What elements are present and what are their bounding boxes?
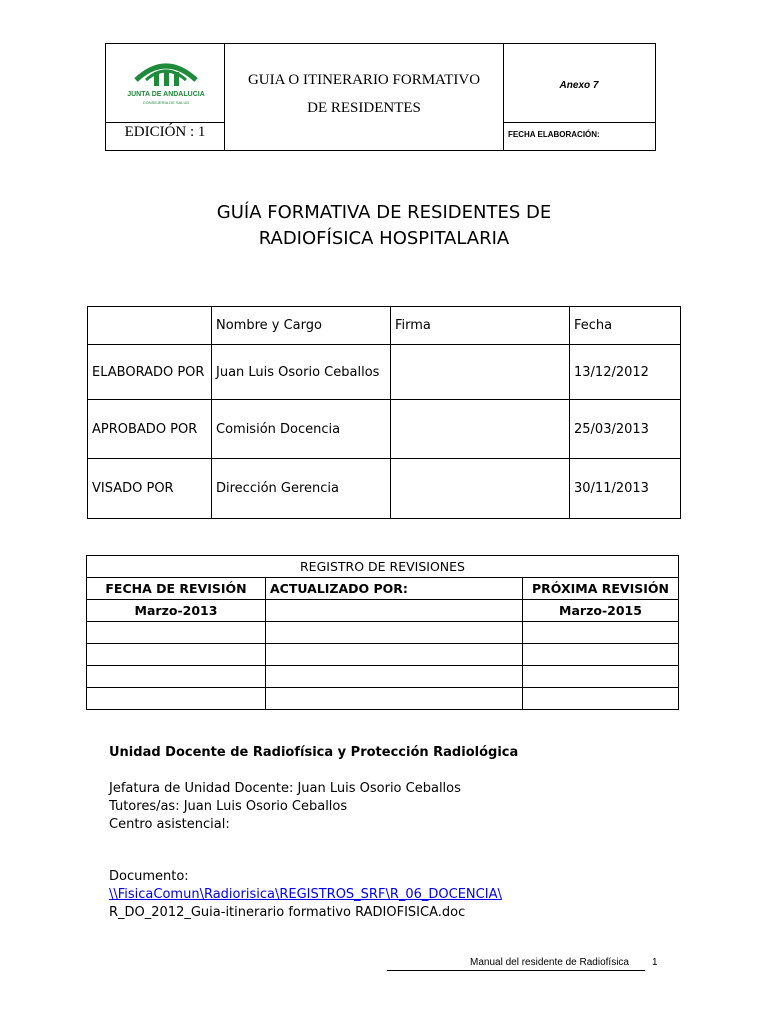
approval-row: [88, 345, 681, 400]
header-title-line1: GUIA O ITINERARIO FORMATIVO: [247, 72, 481, 88]
page-number: 1: [652, 957, 658, 968]
revisions-row: [87, 600, 679, 622]
page-title-line2: RADIOFÍSICA HOSPITALARIA: [258, 228, 510, 249]
approval-header-cell: Firma: [391, 307, 570, 345]
revisions-cell: [266, 688, 523, 710]
unit-jefatura: Jefatura de Unidad Docente: Juan Luis Osorio Ceballos: [109, 781, 461, 796]
approval-name: Juan Luis Osorio Ceballos: [212, 345, 391, 400]
revisions-row: [87, 666, 679, 688]
approval-header-cell: Nombre y Cargo: [212, 307, 391, 345]
revisions-cell: [523, 688, 679, 710]
revisions-row: [87, 644, 679, 666]
approval-row: [88, 400, 681, 459]
revisions-header-cell: PRÓXIMA REVISIÓN: [523, 578, 679, 600]
revisions-header-cell: ACTUALIZADO POR:: [266, 578, 523, 600]
approval-signature: [391, 400, 570, 459]
header-divider: [503, 122, 655, 123]
approval-name: Comisión Docencia: [212, 400, 391, 459]
revisions-cell: Marzo-2013: [87, 600, 266, 622]
revisions-header-cell: FECHA DE REVISIÓN: [87, 578, 266, 600]
approval-header-cell: Fecha: [570, 307, 681, 345]
revisions-row: [87, 688, 679, 710]
approval-header-cell: [88, 307, 212, 345]
documento-file: R_DO_2012_Guia-itinerario formativo RADIOFISICA.doc: [109, 905, 466, 920]
approval-date: 13/12/2012: [570, 345, 681, 400]
revisions-cell: [266, 644, 523, 666]
revisions-cell: [523, 644, 679, 666]
revisions-table: [86, 555, 679, 710]
logo-text: JUNTA DE ANDALUCIA: [127, 91, 205, 98]
approval-date: 30/11/2013: [570, 459, 681, 519]
revisions-row: [87, 622, 679, 644]
footer-text: Manual del residente de Radiofísica: [470, 957, 629, 968]
revisions-cell: [87, 666, 266, 688]
anexo-label: Anexo 7: [559, 80, 599, 91]
document-header: [105, 43, 656, 151]
approval-date: 25/03/2013: [570, 400, 681, 459]
page-title: [0, 200, 768, 252]
unit-tutores: Tutores/as: Juan Luis Osorio Ceballos: [109, 799, 348, 814]
approval-header-row: [88, 307, 681, 345]
header-title: [224, 66, 504, 122]
approval-signature: [391, 345, 570, 400]
revisions-header-row: [87, 578, 679, 600]
fecha-elaboracion-label: FECHA ELABORACIÓN:: [508, 130, 600, 139]
approval-row: [88, 459, 681, 519]
documento-label: Documento:: [109, 869, 189, 884]
unit-name: Unidad Docente de Radiofísica y Protección Radiológica: [109, 745, 519, 760]
edicion-label: EDICIÓN : 1: [124, 124, 206, 140]
footer-rule: [387, 970, 645, 971]
approval-signature: [391, 459, 570, 519]
revisions-title-row: [87, 556, 679, 578]
documento-link[interactable]: \\FisicaComun\Radiorisica\REGISTROS_SRF\R_06_DOCENCIA\: [109, 887, 502, 902]
header-title-line2: DE RESIDENTES: [307, 100, 421, 116]
junta-andalucia-logo: [126, 52, 206, 108]
revisions-cell: [87, 622, 266, 644]
revisions-title: REGISTRO DE REVISIONES: [87, 556, 679, 578]
revisions-cell: [523, 666, 679, 688]
revisions-cell: [266, 666, 523, 688]
revisions-cell: [523, 622, 679, 644]
approval-role: VISADO POR: [88, 459, 212, 519]
unit-centro: Centro asistencial:: [109, 817, 230, 832]
approval-table: [87, 306, 681, 519]
revisions-cell: [87, 688, 266, 710]
approval-role: ELABORADO POR: [88, 345, 212, 400]
logo-subtext: CONSEJERÍA DE SALUD: [142, 100, 190, 105]
approval-name: Dirección Gerencia: [212, 459, 391, 519]
page-title-line1: GUÍA FORMATIVA DE RESIDENTES DE: [216, 202, 552, 223]
approval-role: APROBADO POR: [88, 400, 212, 459]
header-divider: [106, 122, 224, 123]
revisions-cell: [87, 644, 266, 666]
unit-info: [109, 744, 518, 922]
revisions-cell: [266, 622, 523, 644]
revisions-cell: [266, 600, 523, 622]
revisions-cell: Marzo-2015: [523, 600, 679, 622]
